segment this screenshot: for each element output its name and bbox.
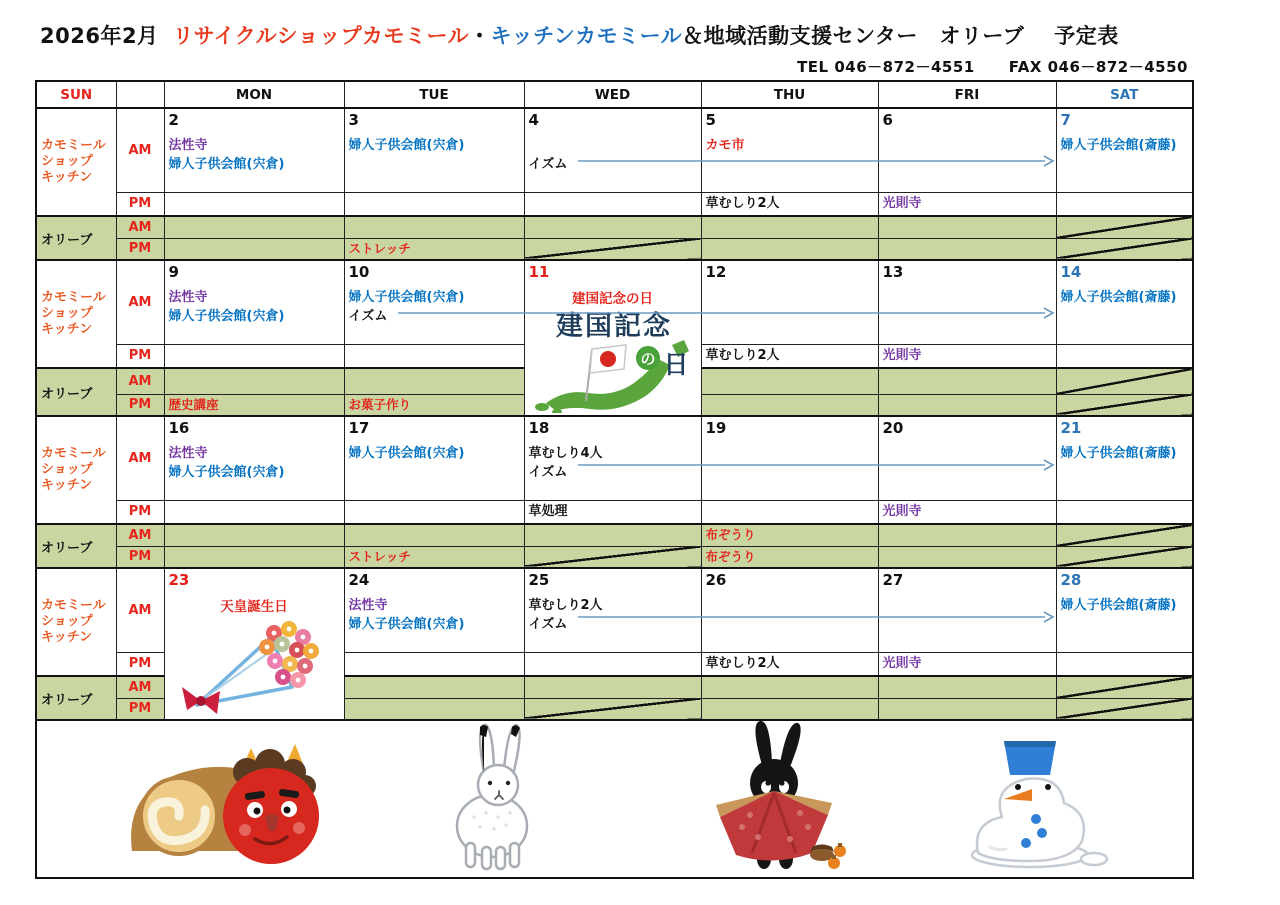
day-cell-feb16-am <box>164 416 344 500</box>
am-label: AM <box>116 216 164 238</box>
date-label: 19 <box>705 419 727 437</box>
entry: カモ市 <box>705 138 745 153</box>
day-cell-feb26-pm <box>701 652 878 676</box>
date-label: 26 <box>705 571 727 589</box>
svg-text:建国記念: 建国記念 <box>555 311 672 342</box>
entry: 婦人子供会館(宍倉) <box>348 446 465 461</box>
day-cell-feb7-am <box>1056 108 1193 192</box>
day-cell-feb9-am <box>164 260 344 344</box>
row-label-kamomile: カモミール ショップ キッチン <box>36 568 116 676</box>
date-label: 21 <box>1060 419 1082 437</box>
entry: 草むしり2人 <box>528 598 603 613</box>
am-label: AM <box>116 416 164 500</box>
date-label: 24 <box>348 571 370 589</box>
day-cell-feb6-pm <box>878 192 1056 216</box>
melting-snowman-illustration <box>952 731 1117 871</box>
olive-feb25-am <box>524 676 701 698</box>
day-cell-feb24-pm <box>344 652 524 676</box>
day-cell-feb14-am <box>1056 260 1193 344</box>
olive-feb18-am <box>524 524 701 546</box>
header-tue: TUE <box>344 81 524 108</box>
calendar <box>35 80 1192 879</box>
date-label: 3 <box>348 111 359 129</box>
olive-feb28-pm-closed <box>1056 698 1193 720</box>
date-label: 6 <box>882 111 893 129</box>
olive-feb21-pm-closed <box>1056 546 1193 568</box>
day-cell-feb17-am <box>344 416 524 500</box>
olive-feb20-am <box>878 524 1056 546</box>
date-label: 20 <box>882 419 904 437</box>
header-mon: MON <box>164 81 344 108</box>
row-label-kamomile: カモミール ショップ キッチン <box>36 260 116 368</box>
date-label: 25 <box>528 571 550 589</box>
date-label: 5 <box>705 111 716 129</box>
day-cell-feb12-am <box>701 260 878 344</box>
olive-feb5-pm <box>701 238 878 260</box>
day-cell-feb20-am <box>878 416 1056 500</box>
day-cell-feb3-pm <box>344 192 524 216</box>
black-rabbit-furoshiki-illustration <box>692 721 862 871</box>
entry: 光則寺 <box>882 195 922 211</box>
date-label: 9 <box>168 263 179 281</box>
holiday-name: 建国記念の日 <box>572 291 653 307</box>
page-title <box>40 20 1119 50</box>
entry: 法性寺 <box>168 290 208 305</box>
entry: 婦人子供会館(宍倉) <box>348 138 465 153</box>
day-cell-feb4-am <box>524 108 701 192</box>
day-cell-feb10-am <box>344 260 524 344</box>
header-sat: SAT <box>1056 81 1193 108</box>
olive-feb7-pm-closed <box>1056 238 1193 260</box>
olive-feb24-pm <box>344 698 524 720</box>
setsubun-oni-roll-cake-illustration <box>107 736 337 871</box>
pm-label: PM <box>116 546 164 568</box>
week3-pm-row <box>36 500 1193 524</box>
olive-feb2-pm <box>164 238 344 260</box>
day-cell-feb25-pm <box>524 652 701 676</box>
day-cell-feb4-pm <box>524 192 701 216</box>
header-thu: THU <box>701 81 878 108</box>
am-label: AM <box>116 568 164 652</box>
row-label-kamomile: カモミール ショップ キッチン <box>36 416 116 524</box>
day-cell-feb10-pm <box>344 344 524 368</box>
olive-feb14-pm-closed <box>1056 394 1193 416</box>
date-label: 28 <box>1060 571 1082 589</box>
pm-label: PM <box>116 394 164 416</box>
olive-feb21-am-closed <box>1056 524 1193 546</box>
entry: 布ぞうり <box>705 548 756 564</box>
entry: 布ぞうり <box>705 527 756 542</box>
olive-feb17-am <box>344 524 524 546</box>
day-cell-feb19-am <box>701 416 878 500</box>
date-label: 17 <box>348 419 370 437</box>
title-month: 2026年2月 <box>40 24 159 48</box>
entry: 草むしり2人 <box>705 195 780 211</box>
olive-feb27-am <box>878 676 1056 698</box>
olive-feb3-pm <box>344 238 524 260</box>
am-label: AM <box>116 524 164 546</box>
olive-feb6-pm <box>878 238 1056 260</box>
entry: 婦人子供会館(宍倉) <box>348 617 465 632</box>
week3-am-row <box>36 416 1193 500</box>
day-cell-feb26-am <box>701 568 878 652</box>
entry: 草むしり2人 <box>705 347 780 363</box>
day-cell-feb18-pm <box>524 500 701 524</box>
am-label: AM <box>116 676 164 698</box>
title-doc-type: 予定表 <box>1054 24 1119 48</box>
date-label: 18 <box>528 419 550 437</box>
white-hare-illustration <box>432 721 550 871</box>
pm-label: PM <box>116 344 164 368</box>
day-cell-feb7-pm <box>1056 192 1193 216</box>
entry: 法性寺 <box>348 598 388 613</box>
pm-label: PM <box>116 500 164 524</box>
row-label-olive: オリーブ <box>36 216 116 260</box>
entry: 婦人子供会館(宍倉) <box>348 290 465 305</box>
am-label: AM <box>116 108 164 192</box>
title-recycle-shop: リサイクルショップカモミール <box>172 24 470 48</box>
olive-feb10-pm <box>344 394 524 416</box>
olive-feb13-am <box>878 368 1056 394</box>
date-label: 23 <box>168 571 190 589</box>
olive-feb9-am <box>164 368 344 394</box>
olive-feb26-pm <box>701 698 878 720</box>
olive-feb20-pm <box>878 546 1056 568</box>
header-ampm-col <box>116 81 164 108</box>
olive-feb27-pm <box>878 698 1056 720</box>
entry: 草処理 <box>528 503 568 519</box>
entry: 法性寺 <box>168 138 208 153</box>
date-label: 13 <box>882 263 904 281</box>
olive-feb25-pm-closed <box>524 698 701 720</box>
olive-feb28-am-closed <box>1056 676 1193 698</box>
olive-feb3-am <box>344 216 524 238</box>
title-kitchen: キッチンカモミール <box>490 24 683 48</box>
entry: 婦人子供会館(斎藤) <box>1060 138 1177 153</box>
date-label: 12 <box>705 263 727 281</box>
week1-pm-row <box>36 192 1193 216</box>
olive-feb16-pm <box>164 546 344 568</box>
date-label: 2 <box>168 111 179 129</box>
acorns <box>810 843 846 869</box>
day-cell-feb27-pm <box>878 652 1056 676</box>
week1-olive-pm-row <box>36 238 1193 260</box>
row-label-olive: オリーブ <box>36 368 116 416</box>
day-cell-feb12-pm <box>701 344 878 368</box>
pm-label: PM <box>116 238 164 260</box>
entry: 婦人子供会館(宍倉) <box>168 309 285 324</box>
date-label: 4 <box>528 111 539 129</box>
entry: 光則寺 <box>882 347 922 363</box>
week2-am-row <box>36 260 1193 344</box>
olive-feb2-am <box>164 216 344 238</box>
olive-feb19-am <box>701 524 878 546</box>
contact-info <box>797 56 1188 77</box>
olive-feb5-am <box>701 216 878 238</box>
olive-feb19-pm <box>701 546 878 568</box>
olive-feb12-pm <box>701 394 878 416</box>
date-label: 14 <box>1060 263 1082 281</box>
flower-bouquet-illustration <box>179 617 329 717</box>
entry: 婦人子供会館(斎藤) <box>1060 598 1177 613</box>
day-cell-feb19-pm <box>701 500 878 524</box>
day-cell-feb28-pm <box>1056 652 1193 676</box>
svg-text:の: の <box>639 350 656 368</box>
pm-label: PM <box>116 192 164 216</box>
pm-label: PM <box>116 652 164 676</box>
day-cell-feb9-pm <box>164 344 344 368</box>
kenkoku-kinen-japan-map-flag-illustration <box>529 309 699 413</box>
olive-feb4-pm-closed <box>524 238 701 260</box>
week1-olive-am-row <box>36 216 1193 238</box>
entry: イズム <box>348 309 388 324</box>
title-separator: ・ <box>469 24 491 48</box>
illustration-row <box>36 720 1193 878</box>
holiday-cell-feb11 <box>524 260 701 416</box>
day-cell-feb3-am <box>344 108 524 192</box>
day-cell-feb5-pm <box>701 192 878 216</box>
am-label: AM <box>116 260 164 344</box>
day-cell-feb6-am <box>878 108 1056 192</box>
entry: 法性寺 <box>168 446 208 461</box>
olive-feb6-am <box>878 216 1056 238</box>
day-cell-feb5-am <box>701 108 878 192</box>
week1-am-row <box>36 108 1193 192</box>
entry: お菓子作り <box>348 396 412 412</box>
header-sun: SUN <box>36 81 116 108</box>
entry: イズム <box>528 465 568 480</box>
entry: イズム <box>528 617 568 632</box>
row-label-olive: オリーブ <box>36 676 116 720</box>
week3-olive-pm-row <box>36 546 1193 568</box>
entry: 婦人子供会館(斎藤) <box>1060 290 1177 305</box>
entry: 草むしり4人 <box>528 446 603 461</box>
entry: 婦人子供会館(斎藤) <box>1060 446 1177 461</box>
holiday-cell-feb23 <box>164 568 344 720</box>
olive-feb12-am <box>701 368 878 394</box>
day-cell-feb21-pm <box>1056 500 1193 524</box>
olive-feb4-am <box>524 216 701 238</box>
day-cell-feb13-pm <box>878 344 1056 368</box>
day-cell-feb14-pm <box>1056 344 1193 368</box>
olive-feb10-am <box>344 368 524 394</box>
date-label: 27 <box>882 571 904 589</box>
olive-feb9-pm <box>164 394 344 416</box>
olive-feb26-am <box>701 676 878 698</box>
day-cell-feb2-am <box>164 108 344 192</box>
day-cell-feb2-pm <box>164 192 344 216</box>
day-cell-feb27-am <box>878 568 1056 652</box>
entry: ストレッチ <box>348 548 411 564</box>
entry: ストレッチ <box>348 240 411 256</box>
day-cell-feb17-pm <box>344 500 524 524</box>
date-label: 7 <box>1060 111 1071 129</box>
date-label: 11 <box>528 263 550 281</box>
olive-feb13-pm <box>878 394 1056 416</box>
day-cell-feb20-pm <box>878 500 1056 524</box>
day-cell-feb25-am <box>524 568 701 652</box>
date-label: 16 <box>168 419 190 437</box>
olive-feb18-pm-closed <box>524 546 701 568</box>
tel-number: TEL 046－872－4551 <box>797 58 975 76</box>
row-label-olive: オリーブ <box>36 524 116 568</box>
pm-label: PM <box>116 698 164 720</box>
header-fri: FRI <box>878 81 1056 108</box>
entry: 光則寺 <box>882 503 922 519</box>
day-cell-feb13-am <box>878 260 1056 344</box>
olive-feb7-am-closed <box>1056 216 1193 238</box>
title-center: ＆地域活動支援センター オリーブ <box>682 24 1025 48</box>
day-cell-feb28-am <box>1056 568 1193 652</box>
weekday-header-row <box>36 81 1193 108</box>
olive-feb16-am <box>164 524 344 546</box>
olive-feb24-am <box>344 676 524 698</box>
entry: 草むしり2人 <box>705 655 780 671</box>
day-cell-feb16-pm <box>164 500 344 524</box>
entry: 婦人子供会館(宍倉) <box>168 465 285 480</box>
entry: 光則寺 <box>882 655 922 671</box>
olive-feb17-pm <box>344 546 524 568</box>
header-wed: WED <box>524 81 701 108</box>
am-label: AM <box>116 368 164 394</box>
date-label: 10 <box>348 263 370 281</box>
holiday-name: 天皇誕生日 <box>220 599 288 615</box>
day-cell-feb18-am <box>524 416 701 500</box>
olive-feb14-am-closed <box>1056 368 1193 394</box>
day-cell-feb21-am <box>1056 416 1193 500</box>
calendar-table <box>35 80 1194 879</box>
row-label-kamomile: カモミール ショップ キッチン <box>36 108 116 216</box>
entry: 婦人子供会館(宍倉) <box>168 157 285 172</box>
entry: 歴史講座 <box>168 396 219 412</box>
fax-number: FAX 046－872－4550 <box>1008 58 1188 76</box>
entry: イズム <box>528 157 568 172</box>
week4-am-row <box>36 568 1193 652</box>
day-cell-feb24-am <box>344 568 524 652</box>
svg-text:日: 日 <box>662 350 689 379</box>
week3-olive-am-row <box>36 524 1193 546</box>
